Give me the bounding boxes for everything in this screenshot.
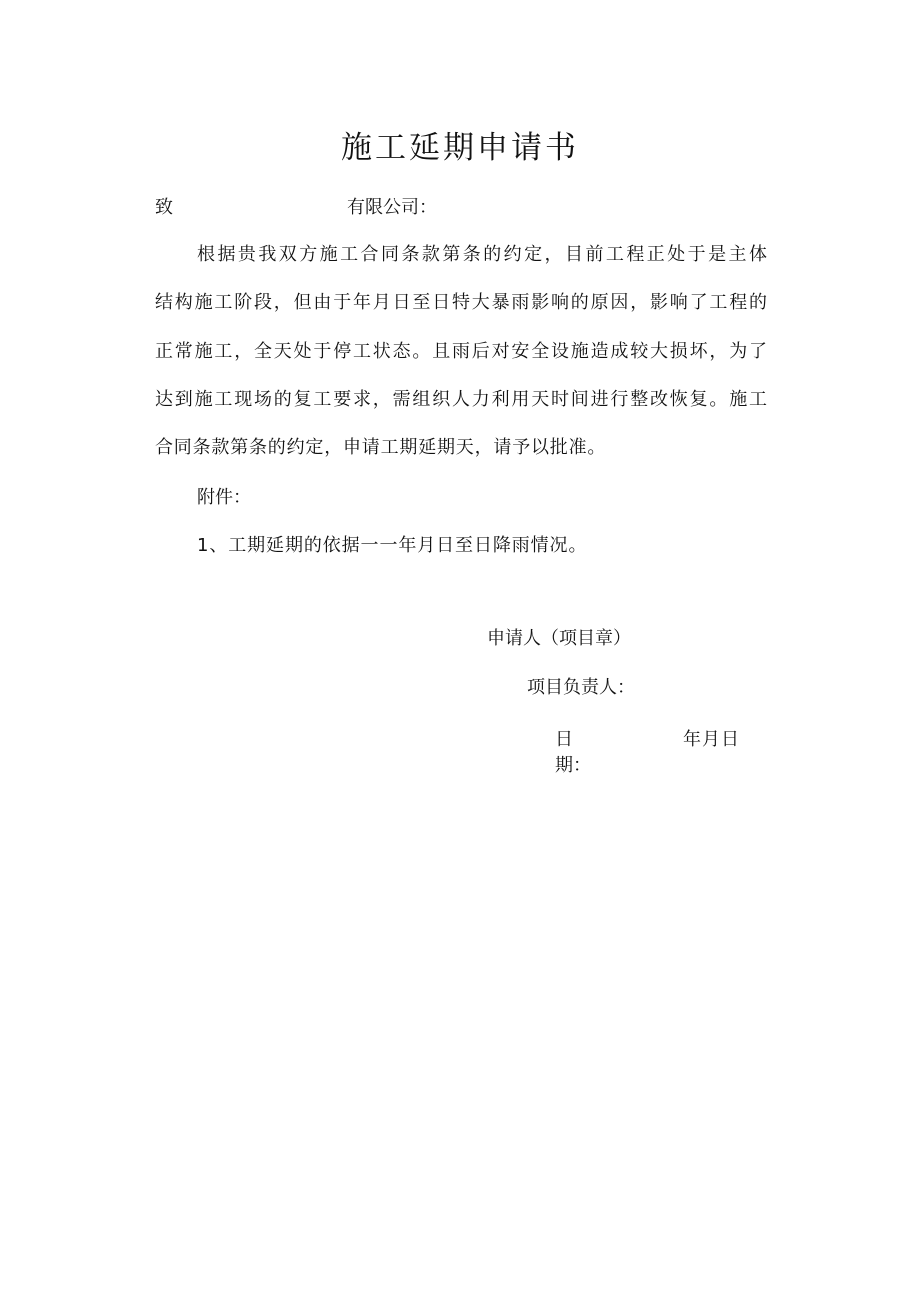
date-value: 年月日 — [683, 729, 740, 750]
body-line-1: 根据贵我双方施工合同条款第条的约定，目前工程正处于是主体 — [197, 244, 767, 265]
applicant-label: 申请人（项目章） — [487, 628, 631, 649]
body-line-5: 合同条款第条的约定，申请工期延期天，请予以批准。 — [155, 437, 607, 458]
recipient-company: 有限公司： — [347, 197, 437, 218]
attachment-item: 1、工期延期的依据一一年月日至日降雨情况。 — [197, 535, 588, 556]
page-title: 施工延期申请书 — [341, 130, 579, 166]
project-manager-label: 项目负责人： — [527, 677, 635, 698]
body-line-2: 结构施工阶段，但由于年月日至日特大暴雨影响的原因，影响了工程的 — [155, 292, 767, 313]
body-line-3: 正常施工，全天处于停工状态。且雨后对安全设施造成较大损坏，为了 — [155, 341, 767, 362]
date-label-top: 日 — [555, 729, 573, 750]
recipient-prefix: 致 — [155, 197, 173, 218]
attachment-label: 附件： — [197, 487, 251, 508]
date-label-bottom: 期： — [555, 755, 591, 776]
body-line-4: 达到施工现场的复工要求，需组织人力利用天时间进行整改恢复。施工 — [155, 389, 767, 410]
